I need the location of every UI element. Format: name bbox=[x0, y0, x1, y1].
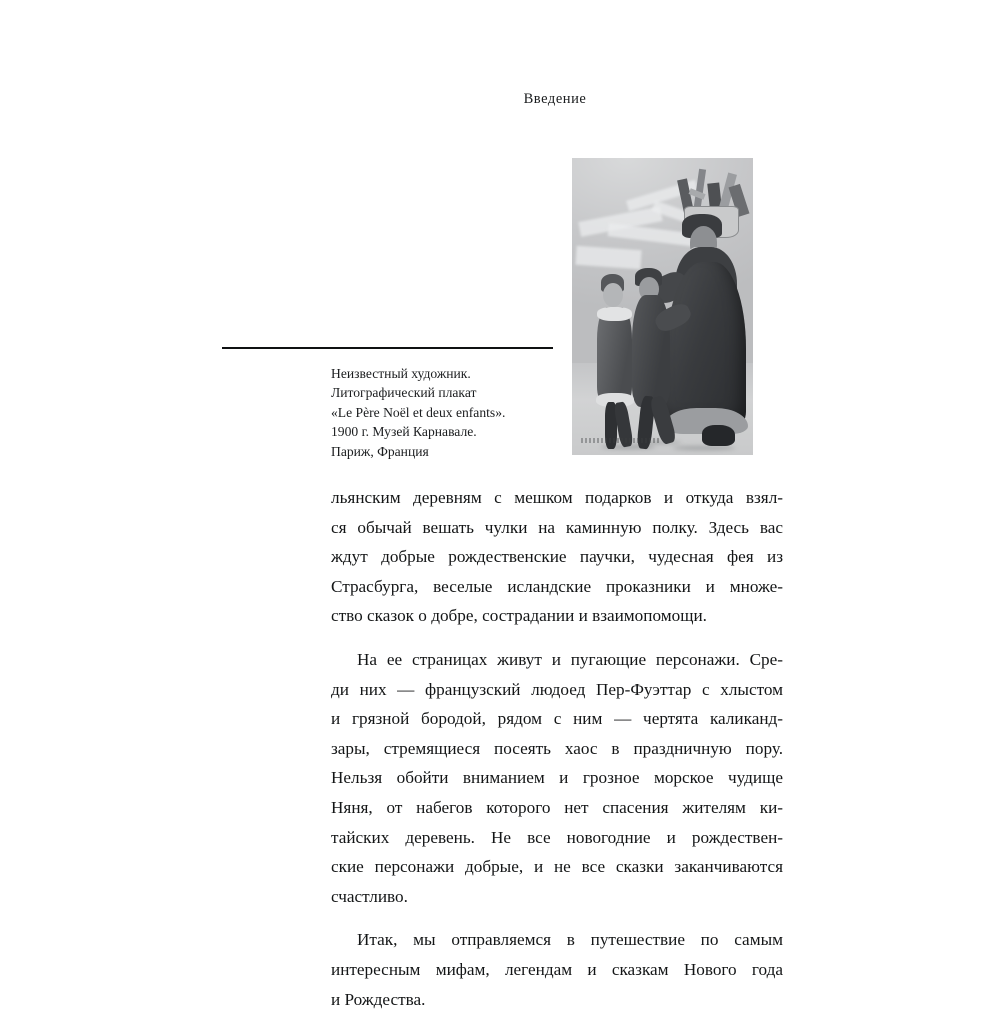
caption-line: «Le Père Noël et deux enfants». bbox=[331, 405, 505, 420]
body-line: ся обычай вешать чулки на каминную полку. Здесь вас bbox=[331, 513, 783, 543]
body-line: и грязной бородой, рядом с ним — чертята каликанд- bbox=[331, 704, 783, 734]
caption-divider bbox=[222, 347, 553, 349]
body-line: Страсбурга, веселые исландские проказники и множе- bbox=[331, 572, 783, 602]
ground-shadow-icon bbox=[673, 446, 735, 451]
body-line: Няня, от набегов которого нет спасения жителям ки- bbox=[331, 793, 783, 823]
body-line: счастливо. bbox=[331, 882, 783, 912]
plate-signature-icon bbox=[581, 438, 661, 443]
body-line: ди них — французский людоед Пер-Фуэттар с хлыстом bbox=[331, 675, 783, 705]
body-line: ство сказок о добре, сострадании и взаимопомощи. bbox=[331, 601, 783, 631]
pere-noel-boot bbox=[702, 425, 735, 446]
girl-fur-collar bbox=[597, 307, 631, 322]
body-line: На ее страницах живут и пугающие персонажи. Сре- bbox=[331, 645, 783, 675]
body-text-column bbox=[331, 483, 783, 1014]
pere-noel-robe bbox=[666, 262, 746, 428]
caption-line: Париж, Франция bbox=[331, 444, 429, 459]
body-paragraph bbox=[331, 925, 783, 1014]
body-line: Нельзя обойти вниманием и грозное морское чудище bbox=[331, 763, 783, 793]
girl-head bbox=[603, 283, 623, 307]
body-line: зары, стремящиеся посеять хаос в праздничную пору. bbox=[331, 734, 783, 764]
body-paragraph bbox=[331, 483, 783, 631]
lithograph-plate bbox=[572, 158, 753, 455]
sky-streak-icon bbox=[575, 246, 641, 270]
body-line: ждут добрые рождественские паучки, чудесная фея из bbox=[331, 542, 783, 572]
illustration-figure bbox=[572, 158, 753, 455]
running-head: Введение bbox=[0, 91, 1000, 108]
caption-line: Литографический плакат bbox=[331, 385, 476, 400]
body-line: тайских деревень. Не все новогодние и рождествен- bbox=[331, 823, 783, 853]
body-line: интересным мифам, легендам и сказкам Нового года bbox=[331, 955, 783, 985]
body-paragraph bbox=[331, 645, 783, 911]
body-line: Итак, мы отправляемся в путешествие по самым bbox=[331, 925, 783, 955]
figure-caption bbox=[331, 364, 561, 461]
body-line: льянским деревням с мешком подарков и откуда взял- bbox=[331, 483, 783, 513]
body-line: ские персонажи добрые, и не все сказки заканчиваются bbox=[331, 852, 783, 882]
caption-line: Неизвестный художник. bbox=[331, 366, 471, 381]
body-line: и Рождества. bbox=[331, 985, 783, 1014]
caption-line: 1900 г. Музей Карнавале. bbox=[331, 424, 477, 439]
